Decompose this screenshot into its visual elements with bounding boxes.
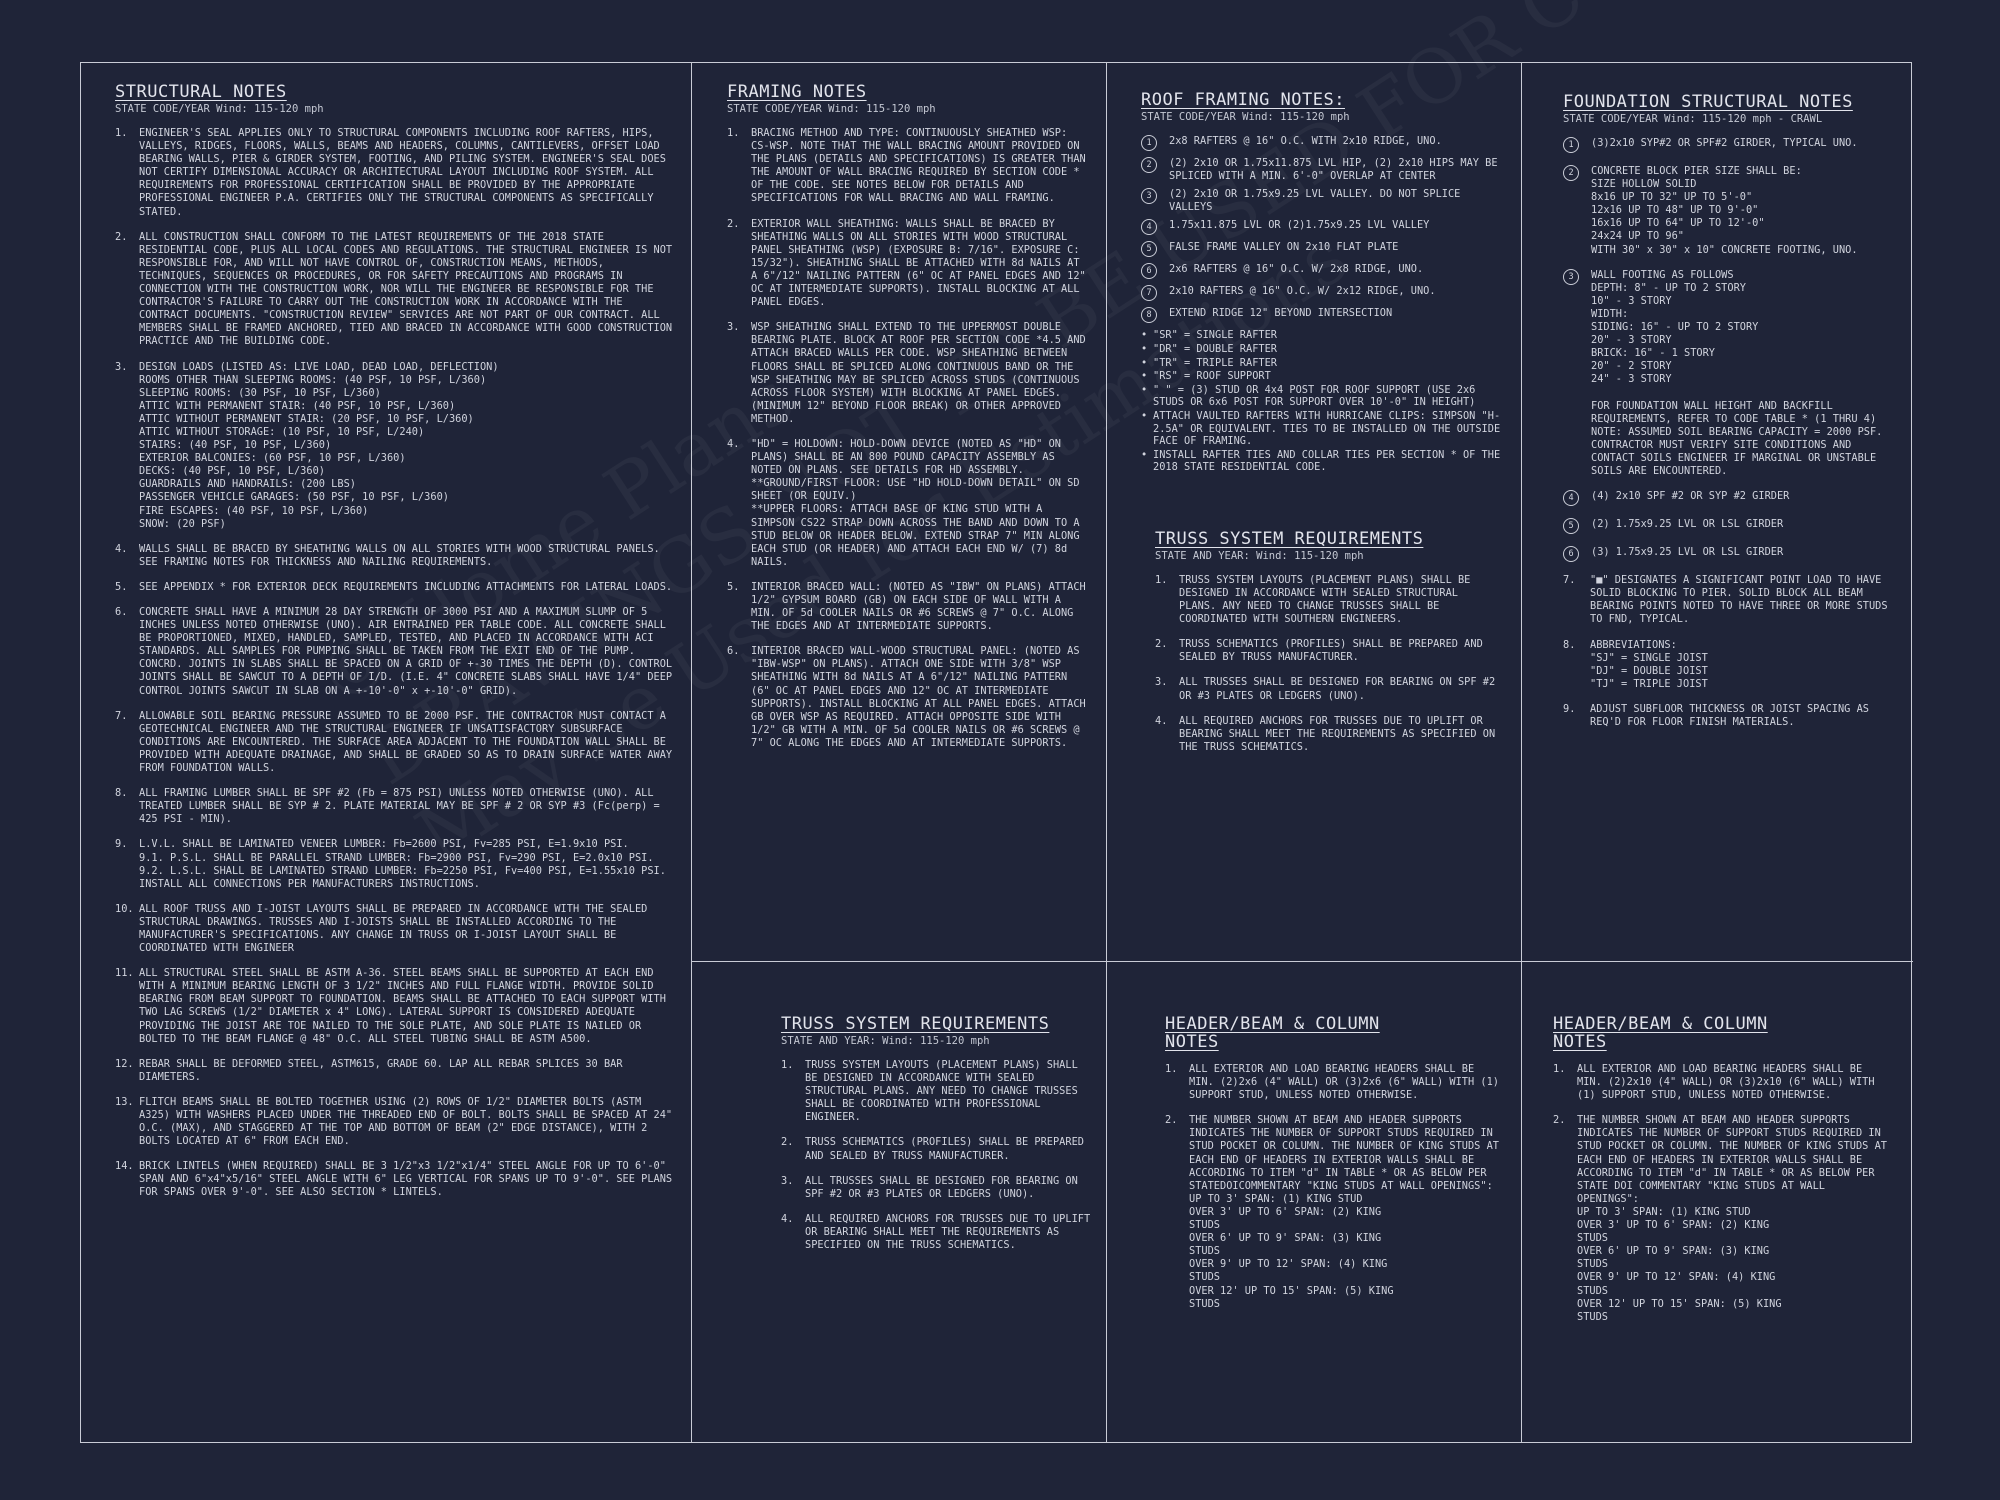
roof-item (1141, 263, 1501, 279)
note-number: 1. (1155, 573, 1168, 586)
truss-2-subtitle: STATE AND YEAR: Wind: 115-120 mph (781, 1035, 990, 1047)
divider-col-1 (691, 63, 692, 1442)
note-item (1563, 574, 1893, 626)
note-item (115, 581, 675, 594)
roof-item-number-circle: 4 (1141, 219, 1157, 235)
note-item (115, 361, 675, 531)
note-text: ALL CONSTRUCTION SHALL CONFORM TO THE LATEST REQUIREMENTS OF THE 2018 STATE RESIDENTIAL CODE, PLUS ALL LOCAL CODES AND REGULATIONS. THE STRUCTURAL ENGINEER IS NOT RESPONSIBLE FOR, AND WILL NOT HAVE CONTROL OF, CONSTRUCTION MEANS, METHODS, TECHNIQUES, SEQUENCES OR PROCEDURES, OR FOR SAFETY PRECAUTIONS AND PROGRAMS IN CONNECTION WITH THE CONSTRUCTION WORK, NOR WILL THE ENGINEER BE RESPONSIBLE FOR THE CONTRACTOR'S FAILURE TO CARRY OUT THE CONSTRUCTION WORK IN ACCORDANCE WITH THE CONTRACT DOCUMENTS. "CONSTRUCTION REVIEW" SERVICES ARE NOT PART OF OUR CONTRACT. ALL MEMBERS SHALL BE FRAMED ANCHORED, TIED AND BRACED IN ACCORDANCE WITH GOOD CONSTRUCTION PRACTICE AND THE BUILDING CODE. (139, 230, 673, 348)
framing-notes-title: FRAMING NOTES (727, 83, 867, 102)
note-number-circle: 2 (1563, 165, 1579, 181)
roof-legend-text: " " = (3) STUD OR 4x4 POST FOR ROOF SUPPORT (USE 2x6 STUDS OR 6x6 POST FOR SUPPORT OVER 10'-0" IN HEIGHT) (1153, 383, 1476, 409)
note-text: REBAR SHALL BE DEFORMED STEEL, ASTM615, GRADE 60. LAP ALL REBAR SPLICES 30 BAR DIAMETERS. (139, 1057, 623, 1083)
note-text: (2) 1.75x9.25 LVL OR LSL GIRDER (1591, 518, 1784, 531)
note-text: TRUSS SCHEMATICS (PROFILES) SHALL BE PREPARED AND SEALED BY TRUSS MANUFACTURER. (1179, 638, 1483, 664)
roof-legend-item (1141, 329, 1501, 342)
truss-1-title: TRUSS SYSTEM REQUIREMENTS (1155, 528, 1424, 549)
note-text: ALL STRUCTURAL STEEL SHALL BE ASTM A-36. STEEL BEAMS SHALL BE SUPPORTED AT EACH END WITH A MINIMUM BEARING LENGTH OF 3 1/2" INCHES AND FULL FLANGE WIDTH. PROVIDE SOLID BEARING FROM BEAM SUPPORT TO FOUNDATION. BEAMS SHALL BE ATTACHED TO EACH SUPPORT WITH TWO LAG SCREWS (1/2" DIAMETER x 4" LONG). LATERAL SUPPORT IS CONSIDERED ADEQUATE PROVIDING THE JOIST ARE TOE NAILED TO THE SOLE PLATE, AND SOLE PLATE IS NAILED OR BOLTED TO THE BEAM FLANGE @ 48" O.C. ALL STEEL TUBING SHALL BE ASTM A500. (139, 967, 666, 1045)
roof-item-text: EXTEND RIDGE 12" BEYOND INTERSECTION (1169, 307, 1393, 320)
roof-item-number-circle: 7 (1141, 285, 1157, 301)
note-item (1563, 546, 1893, 562)
note-text: L.V.L. SHALL BE LAMINATED VENEER LUMBER: Fb=2600 PSI, Fv=285 PSI, E=1.9x10 PSI. 9.1. P.S.L. SHALL BE PARALLEL STRAND LUMBER: Fb=2900 PSI, Fv=290 PSI, E=2.0x10 PSI. 9.2. L.S.L. SHALL BE LAMINATED STRAND LUMBER: Fb=2250 PSI, Fv=400 PSI, E=1.55x10 PSI. INSTALL ALL CONNECTIONS PER MANUFACTURERS INSTRUCTIONS. (139, 838, 666, 890)
note-number: 1. (727, 127, 740, 139)
note-item (727, 438, 1087, 569)
header-2-list (1553, 1063, 1893, 1324)
truss-requirements-2 (781, 1015, 1091, 1435)
bullet-dot: • (1141, 383, 1148, 396)
note-number: 10. (115, 902, 134, 915)
bullet-dot: • (1141, 356, 1148, 369)
note-number: 2. (115, 230, 128, 243)
note-number: 13. (115, 1095, 134, 1108)
bullet-dot: • (1141, 448, 1148, 461)
note-text: DESIGN LOADS (LISTED AS: LIVE LOAD, DEAD LOAD, DEFLECTION) ROOMS OTHER THAN SLEEPING ROOMS: (40 PSF, 10 PSF, L/360) SLEEPING ROOMS: (30 PSF, 10 PSF, L/360) ATTIC WITH PERMANENT STAIR: (40 PSF, 10 PSF, L/360) ATTIC WITHOUT PERMANENT STAIR: (20 PSF, 10 PSF, L/360) ATTIC WITHOUT STORAGE: (10 PSF, 10 PSF, L/240) STAIRS: (40 PSF, 10 PSF, L/360) EXTERIOR BALCONIES: (60 PSF, 10 PSF, L/360) DECKS: (40 PSF, 10 PSF, L/360) GUARDRAILS AND HANDRAILS: (200 LBS) PASSENGER VEHICLE GARAGES: (50 PSF, 10 PSF, L/360) FIRE ESCAPES: (40 PSF, 10 PSF, L/360) SNOW: (20 PSF) (139, 360, 499, 530)
divider-col-2 (1106, 63, 1107, 1442)
roof-legend-item (1141, 410, 1501, 448)
note-number: 4. (781, 1212, 794, 1225)
note-item (1155, 715, 1501, 754)
structural-notes-subtitle: STATE CODE/YEAR Wind: 115-120 mph (115, 103, 324, 115)
roof-framing-list (1141, 135, 1501, 323)
note-number: 2. (1155, 638, 1168, 651)
note-item (1563, 639, 1893, 691)
roof-item-number-circle: 2 (1141, 157, 1157, 173)
truss-2-title: TRUSS SYSTEM REQUIREMENTS (781, 1015, 1050, 1034)
truss-1-list (1155, 574, 1501, 754)
note-number: 3. (781, 1174, 794, 1187)
note-item (727, 218, 1087, 310)
roof-legend-text: "TR" = TRIPLE RAFTER (1153, 356, 1277, 369)
note-number: 2. (1165, 1114, 1178, 1127)
note-number: 1. (1553, 1063, 1566, 1075)
note-item (1563, 269, 1893, 479)
drawing-sheet-border (80, 62, 1912, 1443)
note-text: ALL REQUIRED ANCHORS FOR TRUSSES DUE TO UPLIFT OR BEARING SHALL MEET THE REQUIREMENTS AS SPECIFIED ON THE TRUSS SCHEMATICS. (805, 1212, 1091, 1252)
note-text: ALL TRUSSES SHALL BE DESIGNED FOR BEARING ON SPF #2 OR #3 PLATES OR LEDGERS (UNO). (1179, 676, 1496, 702)
note-text: ALL EXTERIOR AND LOAD BEARING HEADERS SHALL BE MIN. (2)2x10 (4" WALL) OR (3)2x10 (6" WALL) WITH (1) SUPPORT STUD, UNLESS NOTED OTHERWISE. (1577, 1063, 1875, 1102)
roof-legend-text: INSTALL RAFTER TIES AND COLLAR TIES PER SECTION * OF THE 2018 STATE RESIDENTIAL CODE. (1153, 448, 1501, 474)
note-text: ALL REQUIRED ANCHORS FOR TRUSSES DUE TO UPLIFT OR BEARING SHALL MEET THE REQUIREMENTS AS SPECIFIED ON THE TRUSS SCHEMATICS. (1179, 714, 1496, 753)
note-text: CONCRETE SHALL HAVE A MINIMUM 28 DAY STRENGTH OF 3000 PSI AND A MAXIMUM SLUMP OF 5 INCHES UNLESS NOTED OTHERWISE (UNO). AIR ENTRAINED PER TABLE CODE. ALL CONCRETE SHALL BE PROPORTIONED, MIXED, HANDLED, SAMPLED, TESTED, AND PLACED IN ACCORDANCE WITH ACI STANDARDS. ALL SAMPLES FOR PUMPING SHALL BE TAKEN FROM THE EXIT END OF THE PUMP. CONCRD. JOINTS IN SLABS SHALL BE SPACED ON A GRID OF +-30 TIMES THE DEPTH (D). CONTROL JOINTS SHALL BE SAWCUT TO A DEPTH OF I/D. (I.E. 4" CONCRETE SLABS SHALL HAVE 1/4" DEEP CONTROL JOINTS SAWCUT IN SLAB ON A +-10'-0" x +-10'-0" GRID). (139, 606, 673, 697)
structural-notes-title: STRUCTURAL NOTES (115, 83, 287, 102)
note-item (1563, 490, 1893, 506)
roof-item-text: 2x10 RAFTERS @ 16" O.C. W/ 2x12 RIDGE, UNO. (1169, 285, 1436, 298)
note-number: 14. (115, 1160, 134, 1173)
framing-notes-subtitle: STATE CODE/YEAR Wind: 115-120 mph (727, 103, 936, 115)
note-item (1563, 137, 1893, 153)
bullet-dot: • (1141, 409, 1148, 422)
note-item (115, 967, 675, 1046)
note-text: ALL TRUSSES SHALL BE DESIGNED FOR BEARING ON SPF #2 OR #3 PLATES OR LEDGERS (UNO). (805, 1174, 1078, 1200)
roof-item-number-circle: 8 (1141, 307, 1157, 323)
note-item (781, 1213, 1091, 1252)
note-text: WSP SHEATHING SHALL EXTEND TO THE UPPERMOST DOUBLE BEARING PLATE. BLOCK AT ROOF PER SECTION CODE *4.5 AND ATTACH BRACED WALLS PER CODE. WSP SHEATHING BETWEEN FLOORS SHALL BE SPLICED ALONG CONTINUOUS BAND OR THE WSP SHEATHING MAY BE SPLICED ACROSS STUDS (CONTINUOUS ACROSS FLOOR SYSTEM) WITH BLOCKING AT PANEL EDGES. (MINIMUM 12" BEYOND FLOOR BREAK) OR OTHER APPROVED METHOD. (751, 321, 1086, 425)
framing-notes-list (727, 127, 1087, 750)
note-number: 7. (1563, 574, 1576, 587)
note-item (1553, 1063, 1893, 1102)
note-item (1155, 676, 1501, 702)
note-text: (4) 2x10 SPF #2 OR SYP #2 GIRDER (1591, 490, 1790, 503)
roof-item (1141, 219, 1501, 235)
note-text: TRUSS SCHEMATICS (PROFILES) SHALL BE PREPARED AND SEALED BY TRUSS MANUFACTURER. (805, 1136, 1084, 1162)
note-item (115, 1058, 675, 1084)
roof-legend-text: "SR" = SINGLE RAFTER (1153, 329, 1277, 342)
note-number-circle: 6 (1563, 546, 1579, 562)
roof-item (1141, 188, 1501, 213)
bullet-dot: • (1141, 370, 1148, 383)
note-item (1165, 1063, 1505, 1102)
note-text: ABBREVIATIONS: "SJ" = SINGLE JOIST "DJ" = DOUBLE JOIST "TJ" = TRIPLE JOIST (1590, 638, 1708, 690)
note-number: 8. (115, 787, 128, 800)
roof-legend-item (1141, 370, 1501, 383)
note-number: 4. (1155, 714, 1168, 727)
note-item (781, 1175, 1091, 1201)
foundation-title: FOUNDATION STRUCTURAL NOTES (1563, 93, 1853, 112)
roof-framing-legend (1141, 329, 1501, 474)
roof-item-number-circle: 1 (1141, 135, 1157, 151)
note-item (1553, 1114, 1893, 1324)
roof-framing-subtitle: STATE CODE/YEAR Wind: 115-120 mph (1141, 111, 1350, 123)
note-text: SEE APPENDIX * FOR EXTERIOR DECK REQUIREMENTS INCLUDING ATTACHMENTS FOR LATERAL LOADS. (139, 580, 673, 593)
note-item (727, 581, 1087, 633)
note-item (727, 321, 1087, 426)
roof-item (1141, 307, 1501, 323)
note-number: 3. (1155, 676, 1168, 689)
note-number: 12. (115, 1057, 134, 1070)
roof-item (1141, 241, 1501, 257)
note-number: 6. (727, 645, 740, 658)
note-item (1155, 574, 1501, 626)
note-number-circle: 4 (1563, 490, 1579, 506)
header-beam-notes-1 (1165, 1015, 1505, 1435)
note-item (115, 127, 675, 219)
note-number: 1. (1165, 1063, 1178, 1075)
note-item (115, 710, 675, 775)
foundation-list (1563, 137, 1893, 729)
note-number-circle: 5 (1563, 518, 1579, 534)
note-text: BRICK LINTELS (WHEN REQUIRED) SHALL BE 3 1/2"x3 1/2"x1/4" STEEL ANGLE FOR UP TO 6'-0" SPAN AND 6"x4"x5/16" STEEL ANGLE WITH 6" LEG VERTICAL FOR SPANS UP TO 9'-0". SEE PLANS FOR SPANS OVER 9'-0". SEE ALSO SECTION * LINTELS. (139, 1160, 673, 1199)
roof-item-text: 2x8 RAFTERS @ 16" O.C. WITH 2x10 RIDGE, UNO. (1169, 135, 1442, 147)
framing-notes-panel (727, 83, 1087, 953)
structural-notes-list (115, 127, 675, 1200)
roof-item-number-circle: 3 (1141, 188, 1157, 204)
note-item (115, 1160, 675, 1199)
roof-framing-title: ROOF FRAMING NOTES: (1141, 91, 1345, 110)
note-number: 5. (727, 580, 740, 593)
note-text: "HD" = HOLDOWN: HOLD-DOWN DEVICE (NOTED AS "HD" ON PLANS) SHALL BE AN 800 POUND CAPACITY ASSEMBLY AS NOTED ON PLANS. SEE DETAILS FOR HD ASSEMBLY. **GROUND/FIRST FLOOR: USE "HD HOLD-DOWN DETAIL" ON SD SHEET (OR EQUIV.) **UPPER FLOORS: ATTACH BASE OF KING STUD WITH A SIMPSON CS22 STRAP DOWN ACROSS THE BAND AND DOWN TO A STUD BELOW OR HEADER BELOW. EXTEND STRAP 7" MIN ALONG EACH STUD (OR HEADER) AND ATTACH EACH END W/ (7) 8d NAILS. (751, 437, 1080, 568)
note-number: 9. (1563, 702, 1576, 715)
note-item (115, 1096, 675, 1148)
roof-legend-item (1141, 357, 1501, 370)
note-item (1563, 165, 1893, 257)
roof-item (1141, 135, 1501, 151)
note-text: TRUSS SYSTEM LAYOUTS (PLACEMENT PLANS) SHALL BE DESIGNED IN ACCORDANCE WITH SEALED STRUCTURAL PLANS. ANY NEED TO CHANGE TRUSSES SHALL BE COORDINATED WITH SOUTHERN ENGINEERS. (1179, 573, 1471, 626)
divider-col-3 (1521, 63, 1522, 1442)
note-item (115, 231, 675, 349)
header-1-list (1165, 1063, 1505, 1311)
note-number: 5. (115, 580, 128, 593)
note-text: INTERIOR BRACED WALL: (NOTED AS "IBW" ON PLANS) ATTACH 1/2" GYPSUM BOARD (GB) ON EACH SIDE OF WALL WITH A MIN. OF 5d COOLER NAILS OR #6 SCREWS @ 7" O.C. ALONG THE EDGES AND AT INTERMEDIATE SUPPORTS. (751, 580, 1086, 633)
note-text: ADJUST SUBFLOOR THICKNESS OR JOIST SPACING AS REQ'D FOR FLOOR FINISH MATERIALS. (1590, 702, 1869, 728)
roof-item-text: 2x6 RAFTERS @ 16" O.C. W/ 2x8 RIDGE, UNO. (1169, 263, 1424, 276)
note-item (727, 127, 1087, 206)
note-item (115, 787, 675, 826)
note-text: ENGINEER'S SEAL APPLIES ONLY TO STRUCTURAL COMPONENTS INCLUDING ROOF RAFTERS, HIPS, VALLEYS, RIDGES, FLOORS, WALLS, BEAMS AND HEADERS, COLUMNS, CANTILEVERS, OFFSET LOAD BEARING WALLS, PIER & GIRDER SYSTEM, FOOTING, AND PILING SYSTEM. ENGINEER'S SEAL DOES NOT CERTIFY DIMENSIONAL ACCURACY OR ARCHITECTURAL LAYOUT INCLUDING ROOF SYSTEM. ALL REQUIREMENTS FOR PROFESSIONAL CERTIFICATION SHALL BE PROVIDED BY THE APPROPRIATE PROFESSIONAL ENGINEER P.A. CERTIFIES ONLY THE STRUCTURAL COMPONENTS AS SPECIFICALLY STATED. (139, 127, 666, 218)
note-item (115, 838, 675, 890)
truss-2-list (781, 1059, 1091, 1252)
note-item (115, 903, 675, 955)
foundation-panel (1563, 93, 1893, 953)
note-text: THE NUMBER SHOWN AT BEAM AND HEADER SUPPORTS INDICATES THE NUMBER OF SUPPORT STUDS REQUIRED IN STUD POCKET OR COLUMN. THE NUMBER OF KING STUDS AT EACH END OF HEADERS IN EXTERIOR WALLS SHALL BE ACCORDING TO ITEM "d" IN TABLE * OR AS BELOW PER STATE DOI COMMENTARY "KING STUDS AT WALL OPENINGS": UP TO 3' SPAN: (1) KING STUD OVER 3' UP TO 6' SPAN: (2) KING STUDS OVER 6' UP TO 9' SPAN: (3) KING STUDS OVER 9' UP TO 12' SPAN: (4) KING STUDS OVER 12' UP TO 15' SPAN: (5) KING STUDS (1577, 1114, 1887, 1323)
bullet-dot: • (1141, 329, 1148, 342)
note-text: (3) 1.75x9.25 LVL OR LSL GIRDER (1591, 546, 1784, 559)
note-item (1165, 1114, 1505, 1310)
note-item (727, 645, 1087, 750)
note-number-circle: 3 (1563, 269, 1579, 285)
bullet-dot: • (1141, 342, 1148, 355)
header-1-title: HEADER/BEAM & COLUMN NOTES (1165, 1015, 1380, 1052)
note-text: "■" DESIGNATES A SIGNIFICANT POINT LOAD TO HAVE SOLID BLOCKING TO PIER. SOLID BLOCK ALL BEAM BEARING POINTS NOTED TO HAVE THREE OR MORE STUDS TO FND, TYPICAL. (1590, 574, 1888, 626)
roof-item-number-circle: 5 (1141, 241, 1157, 257)
roof-legend-item (1141, 384, 1501, 409)
note-text: ALLOWABLE SOIL BEARING PRESSURE ASSUMED TO BE 2000 PSF. THE CONTRACTOR MUST CONTACT A GEOTECHNICAL ENGINEER AND THE STRUCTURAL ENGINEER IF UNSATISFACTORY SUBSURFACE CONDITIONS ARE ENCOUNTERED. THE SURFACE AREA ADJACENT TO THE FOUNDATION WALL SHALL BE PROVIDED WITH ADEQUATE DRAINAGE, AND SHALL BE GRADED SO AS TO DRAIN SURFACE WATER AWAY FROM FOUNDATION WALLS. (139, 709, 673, 775)
note-text: TRUSS SYSTEM LAYOUTS (PLACEMENT PLANS) SHALL BE DESIGNED IN ACCORDANCE WITH SEALED STRUCTURAL PLANS. ANY NEED TO CHANGE TRUSSES SHALL BE COORDINATED WITH PROFESSIONAL ENGINEER. (805, 1059, 1078, 1124)
note-number-circle: 1 (1563, 137, 1579, 153)
roof-item-number-circle: 6 (1141, 263, 1157, 279)
roof-item-text: FALSE FRAME VALLEY ON 2x10 FLAT PLATE (1169, 241, 1399, 254)
note-item (1563, 518, 1893, 534)
roof-item (1141, 285, 1501, 301)
note-number: 7. (115, 709, 128, 722)
roof-framing-panel (1141, 91, 1501, 951)
note-item (1563, 703, 1893, 729)
note-item (781, 1059, 1091, 1124)
note-text: CONCRETE BLOCK PIER SIZE SHALL BE: SIZE HOLLOW SOLID 8x16 UP TO 32" UP TO 5'-0" 12x16 UP TO 48" UP TO 9'-0" 16x16 UP TO 64" UP TO 12'-0" 24x24 UP TO 96" WITH 30" x 30" x 10" CONCRETE FOOTING, UNO. (1591, 165, 1858, 256)
note-number: 8. (1563, 638, 1576, 651)
note-text: WALL FOOTING AS FOLLOWS DEPTH: 8" - UP TO 2 STORY 10" - 3 STORY WIDTH: SIDING: 16" - UP TO 2 STORY 20" - 3 STORY BRICK: 16" - 1 STORY 20" - 2 STORY 24" - 3 STORY FOR FOUNDATION WALL HEIGHT AND BACKFILL REQUIREMENTS, REFER TO CODE TABLE * (1 THRU 4) NOTE: ASSUMED SOIL BEARING CAPACITY = 2000 PSF. CONTRACTOR MUST VERIFY SITE CONDITIONS AND CONTACT SOILS ENGINEER IF MARGINAL OR UNSTABLE SOILS ARE ENCOUNTERED. (1591, 268, 1883, 478)
note-text: ALL ROOF TRUSS AND I-JOIST LAYOUTS SHALL BE PREPARED IN ACCORDANCE WITH THE SEALED STRUCTURAL DRAWINGS. TRUSSES AND I-JOISTS SHALL BE INSTALLED ACCORDING TO THE MANUFACTURER'S SPECIFICATIONS. ANY CHANGE IN TRUSS OR I-JOIST LAYOUT SHALL BE COORDINATED WITH ENGINEER (139, 902, 648, 955)
divider-row (691, 961, 1913, 962)
roof-item-text: (2) 2x10 OR 1.75x11.875 LVL HIP, (2) 2x10 HIPS MAY BE SPLICED WITH A MIN. 6'-0" OVERLAP AT CENTER (1169, 157, 1498, 182)
note-text: ALL EXTERIOR AND LOAD BEARING HEADERS SHALL BE MIN. (2)2x6 (4" WALL) OR (3)2x6 (6" WALL) WITH (1) SUPPORT STUD, UNLESS NOTED OTHERWISE. (1189, 1063, 1499, 1102)
truss-1-subtitle: STATE AND YEAR: Wind: 115-120 mph (1155, 549, 1364, 562)
note-number: 11. (115, 967, 134, 980)
note-number: 1. (781, 1059, 794, 1071)
note-number: 2. (1553, 1114, 1566, 1127)
note-number: 3. (727, 321, 740, 334)
note-text: EXTERIOR WALL SHEATHING: WALLS SHALL BE BRACED BY SHEATHING WALLS ON ALL STORIES WITH WOOD STRUCTURAL PANEL SHEATHING (WSP) (EXPOSURE B: 7/16". EXPOSURE C: 15/32"). SHEATHING SHALL BE ATTACHED WITH 8d NAILS AT A 6"/12" NAILING PATTERN (6" OC AT PANEL EDGES AND 12" OC AT INTERMEDIATE SUPPORTS). INSTALL BLOCKING AT ALL PANEL EDGES. (751, 217, 1086, 309)
roof-item-text: 1.75x11.875 LVL OR (2)1.75x9.25 LVL VALLEY (1169, 219, 1430, 232)
note-text: (3)2x10 SYP#2 OR SPF#2 GIRDER, TYPICAL UNO. (1591, 137, 1858, 149)
note-number: 2. (781, 1136, 794, 1149)
structural-notes-panel (115, 83, 675, 1433)
foundation-subtitle: STATE CODE/YEAR Wind: 115-120 mph - CRAWL (1563, 113, 1823, 125)
note-text: ALL FRAMING LUMBER SHALL BE SPF #2 (Fb = 875 PSI) UNLESS NOTED OTHERWISE (UNO). ALL TREATED LUMBER SHALL BE SYP # 2. PLATE MATERIAL MAY BE SPF # 2 OR SYP #3 (Fc(perp) = 425 PSI - MIN). (139, 787, 660, 826)
roof-legend-text: "RS" = ROOF SUPPORT (1153, 370, 1271, 383)
note-number: 2. (727, 217, 740, 230)
note-number: 3. (115, 360, 128, 373)
roof-item-text: (2) 2x10 OR 1.75x9.25 LVL VALLEY. DO NOT SPLICE VALLEYS (1169, 188, 1461, 213)
header-2-title: HEADER/BEAM & COLUMN NOTES (1553, 1015, 1768, 1052)
roof-legend-text: ATTACH VAULTED RAFTERS WITH HURRICANE CLIPS: SIMPSON "H-2.5A" OR EQUIVALENT. TIES TO BE INSTALLED ON THE OUTSIDE FACE OF FRAMING. (1153, 409, 1501, 448)
note-text: WALLS SHALL BE BRACED BY SHEATHING WALLS ON ALL STORIES WITH WOOD STRUCTURAL PANELS. SEE FRAMING NOTES FOR THICKNESS AND NAILING REQUIREMENTS. (139, 542, 660, 568)
note-number: 4. (115, 542, 128, 555)
roof-legend-text: "DR" = DOUBLE RAFTER (1153, 342, 1277, 355)
note-number: 1. (115, 127, 128, 139)
note-item (1155, 638, 1501, 664)
note-number: 4. (727, 437, 740, 450)
note-number: 9. (115, 838, 128, 851)
note-text: INTERIOR BRACED WALL-WOOD STRUCTURAL PANEL: (NOTED AS "IBW-WSP" ON PLANS). ATTACH ONE SIDE WITH 3/8" WSP SHEATHING WITH 8d NAILS AT A 6"/12" NAILING PATTERN (6" OC AT PANEL EDGES AND 12" OC AT INTERMEDIATE SUPPORTS). INSTALL BLOCKING AT ALL PANEL EDGES. ATTACH GB OVER WSP AS REQUIRED. ATTACH OPPOSITE SIDE WITH 1/2" GB WITH A MIN. OF 5d COOLER NAILS OR #6 SCREWS @ 7" OC ALONG THE EDGES AND AT INTERMEDIATE SUPPORTS. (751, 645, 1086, 749)
note-text: BRACING METHOD AND TYPE: CONTINUOUSLY SHEATHED WSP: CS-WSP. NOTE THAT THE WALL BRACING AMOUNT PROVIDED ON THE PLANS (DETAILS AND SPECIFICATIONS) IS GREATER THAN THE AMOUNT OF WALL BRACING REQUIRED BY SECTION CODE * OF THE CODE. SEE NOTES BELOW FOR DETAILS AND SPECIFICATIONS FOR WALL BRACING AND WALL FRAMING. (751, 127, 1086, 205)
roof-legend-item (1141, 449, 1501, 474)
note-item (115, 543, 675, 569)
roof-item (1141, 157, 1501, 182)
note-item (115, 606, 675, 698)
note-text: THE NUMBER SHOWN AT BEAM AND HEADER SUPPORTS INDICATES THE NUMBER OF SUPPORT STUDS REQUIRED IN STUD POCKET OR COLUMN. THE NUMBER OF KING STUDS AT EACH END OF HEADERS IN EXTERIOR WALLS SHALL BE ACCORDING TO ITEM "d" IN TABLE * OR AS BELOW PER STATEDOICOMMENTARY "KING STUDS AT WALL OPENINGS": UP TO 3' SPAN: (1) KING STUD OVER 3' UP TO 6' SPAN: (2) KING STUDS OVER 6' UP TO 9' SPAN: (3) KING STUDS OVER 9' UP TO 12' SPAN: (4) KING STUDS OVER 12' UP TO 15' SPAN: (5) KING STUDS (1189, 1114, 1499, 1310)
note-item (781, 1136, 1091, 1162)
note-text: FLITCH BEAMS SHALL BE BOLTED TOGETHER USING (2) ROWS OF 1/2" DIAMETER BOLTS (ASTM A325) WITH WASHERS PLACED UNDER THE THREADED END OF BOLT. BOLTS SHALL BE SPACED AT 24" O.C. (MAX), AND STAGGERED AT THE TOP AND BOTTOM OF BEAM (2" EDGE DISTANCE), WITH 2 BOLTS LOCATED AT 6" FROM EACH END. (139, 1095, 673, 1148)
roof-legend-item (1141, 343, 1501, 356)
note-number: 6. (115, 606, 128, 618)
header-beam-notes-2 (1553, 1015, 1893, 1435)
truss-requirements-1 (1141, 530, 1501, 754)
